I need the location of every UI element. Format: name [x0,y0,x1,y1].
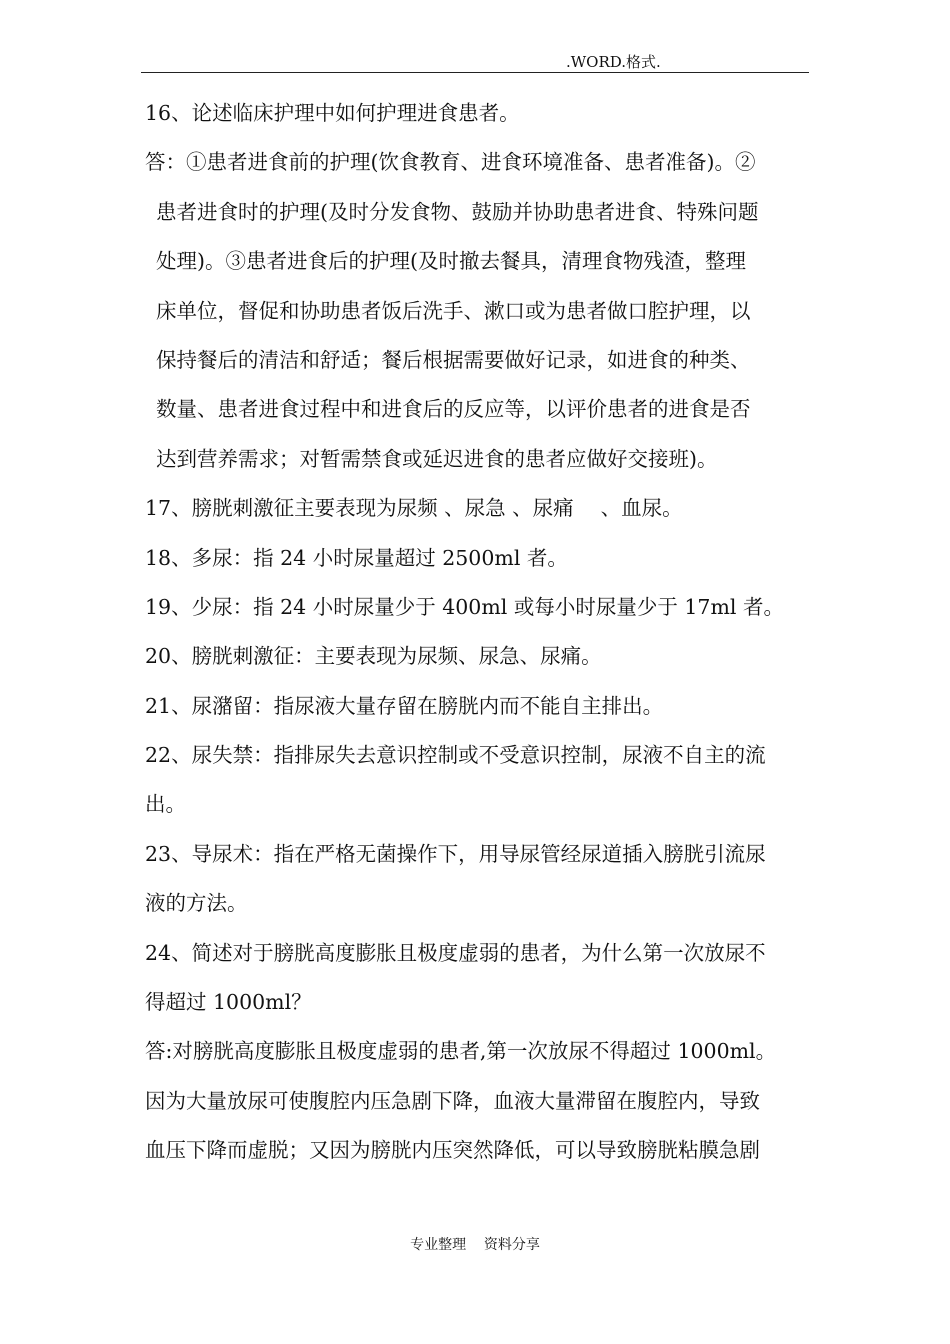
header-divider [141,72,809,73]
answer-16-line-6: 数量、患者进食过程中和进食后的反应等，以评价患者的进食是否 [156,397,751,422]
question-24-line-1: 24、简述对于膀胱高度膨胀且极度虚弱的患者，为什么第一次放尿不 [145,940,766,965]
answer-16-line-3: 处理)。③患者进食后的护理(及时撤去餐具，清理食物残渣，整理 [156,249,746,274]
answer-24-line-3: 血压下降而虚脱；又因为膀胱内压突然降低，可以导致膀胱粘膜急剧 [145,1138,760,1163]
item-22-line-2: 出。 [145,792,186,817]
question-16-title: 16、论述临床护理中如何护理进食患者。 [145,101,520,125]
answer-16-line-2: 患者进食时的护理(及时分发食物、鼓励并协助患者进食、特殊问题 [156,199,759,224]
item-20: 20、膀胱刺激征：主要表现为尿频、尿急、尿痛。 [145,644,602,669]
answer-24-line-1: 答:对膀胱高度膨胀且极度虚弱的患者,第一次放尿不得超过 1000ml。 [145,1039,777,1064]
item-22-line-1: 22、尿失禁：指排尿失去意识控制或不受意识控制，尿液不自主的流 [145,743,766,768]
answer-16-line-5: 保持餐后的清洁和舒适；餐后根据需要做好记录，如进食的种类、 [156,347,751,372]
question-24-line-2: 得超过 1000ml？ [145,990,312,1015]
item-17: 17、膀胱刺激征主要表现为尿频 、尿急 、尿痛 、血尿。 [145,496,683,521]
item-18: 18、多尿：指 24 小时尿量超过 2500ml 者。 [145,545,568,570]
item-19: 19、少尿：指 24 小时尿量少于 400ml 或每小时尿量少于 17ml 者。 [145,594,784,619]
item-23-line-2: 液的方法。 [145,891,248,916]
page-footer-label: 专业整理 资料分享 [410,1237,540,1253]
document-body [145,101,821,1188]
item-23-line-1: 23、导尿术：指在严格无菌操作下，用导尿管经尿道插入膀胱引流尿 [145,841,766,866]
answer-16-line-4: 床单位，督促和协助患者饭后洗手、漱口或为患者做口腔护理，以 [156,298,751,323]
answer-16-line-1: 答：①患者进食前的护理(饮食教育、进食环境准备、患者准备)。② [145,150,756,175]
item-21: 21、尿潴留：指尿液大量存留在膀胱内而不能自主排出。 [145,693,664,718]
answer-16-line-7: 达到营养需求；对暂需禁食或延迟进食的患者应做好交接班)。 [156,446,718,471]
answer-24-line-2: 因为大量放尿可使腹腔内压急剧下降，血液大量滞留在腹腔内，导致 [145,1088,760,1113]
page-header-label: .WORD.格式. [566,53,661,71]
